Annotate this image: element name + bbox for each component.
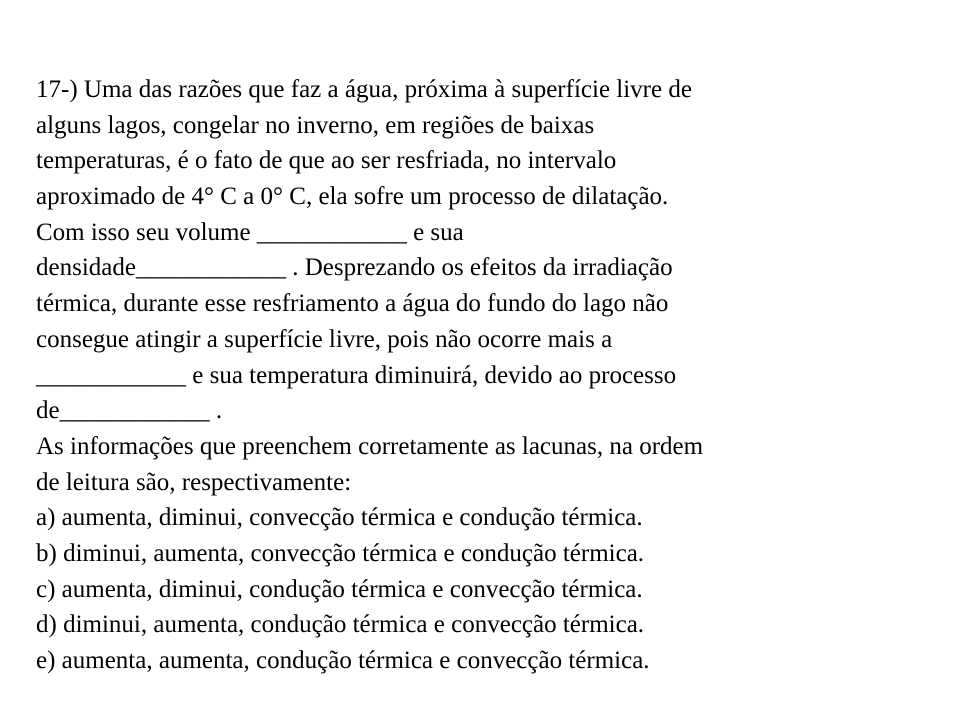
option-b: b) diminui, aumenta, convecção térmica e condução térmica. <box>36 539 645 567</box>
question-line: de____________ . <box>36 397 223 425</box>
option-a: a) aumenta, diminui, convecção térmica e condução térmica. <box>36 504 643 532</box>
question-text-block <box>36 72 936 679</box>
question-line: aproximado de 4° C a 0° C, ela sofre um processo de dilatação. <box>36 183 669 211</box>
question-line: As informações que preenchem corretamente as lacunas, na ordem <box>36 432 704 460</box>
option-d: d) diminui, aumenta, condução térmica e convecção térmica. <box>36 611 645 639</box>
question-line: térmica, durante esse resfriamento a água do fundo do lago não <box>36 290 669 318</box>
question-line: alguns lagos, congelar no inverno, em regiões de baixas <box>36 111 595 139</box>
question-line: densidade____________ . Desprezando os efeitos da irradiação <box>36 254 673 282</box>
option-e: e) aumenta, aumenta, condução térmica e convecção térmica. <box>36 647 650 674</box>
question-line: 17-) Uma das razões que faz a água, próxima à superfície livre de <box>36 76 692 103</box>
question-line: consegue atingir a superfície livre, pois não ocorre mais a <box>36 325 613 353</box>
question-line: de leitura são, respectivamente: <box>36 468 352 496</box>
option-c: c) aumenta, diminui, condução térmica e convecção térmica. <box>36 575 643 603</box>
question-line: ____________ e sua temperatura diminuirá, devido ao processo <box>36 361 677 389</box>
question-line: Com isso seu volume ____________ e sua <box>36 218 464 246</box>
question-line: temperaturas, é o fato de que ao ser resfriada, no intervalo <box>36 147 617 175</box>
